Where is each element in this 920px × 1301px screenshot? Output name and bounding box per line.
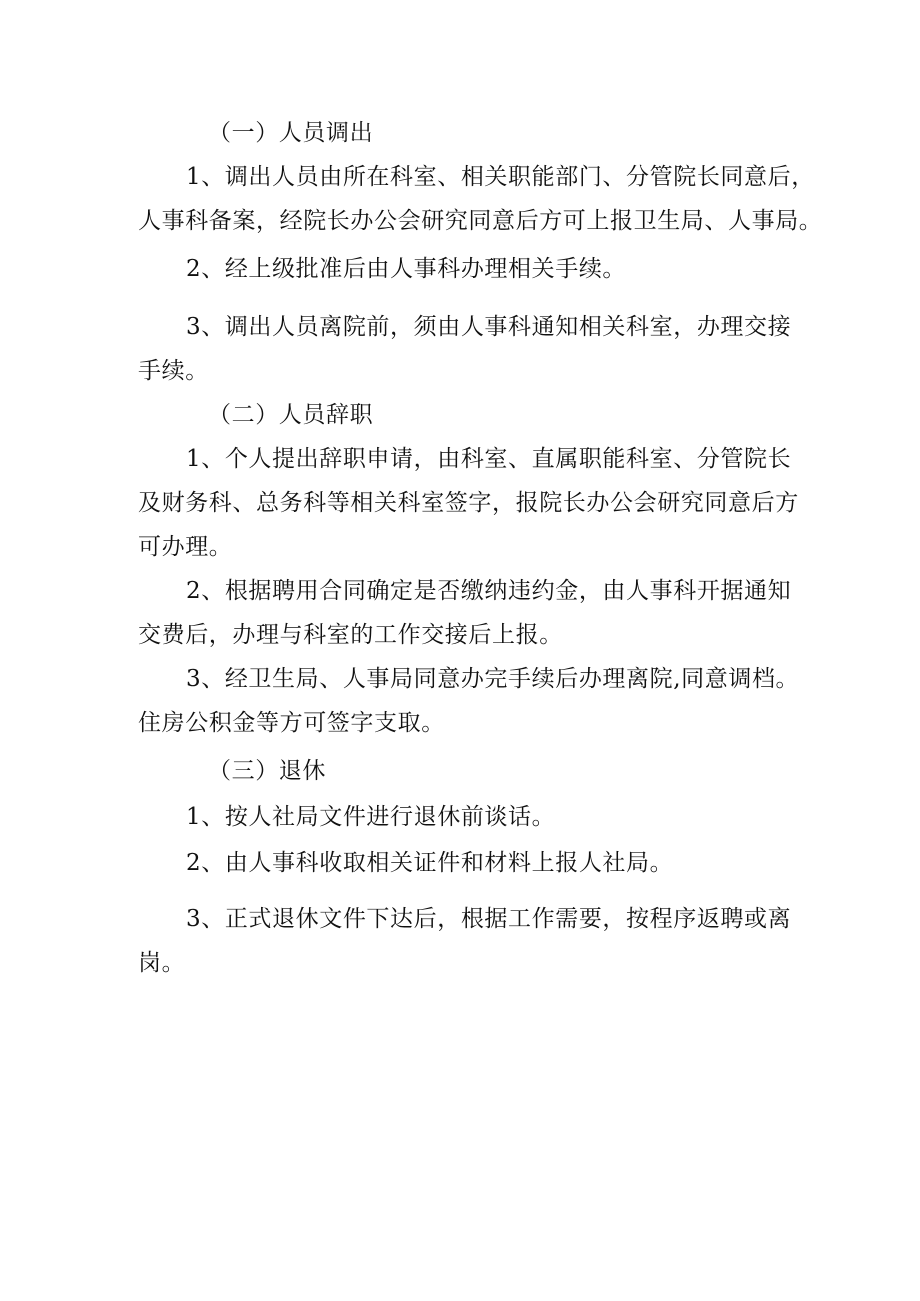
resignation-item-1-line-2: 及财务科、总务科等相关科室签字，报院长办公会研究同意后方	[138, 490, 799, 516]
transfer-out-item-1-line-1: 1、调出人员由所在科室、相关职能部门、分管院长同意后，	[186, 164, 815, 190]
transfer-out-item-3-line-2: 手续。	[138, 358, 209, 384]
resignation-item-3-line-2: 住房公积金等方可签字支取。	[138, 710, 445, 736]
transfer-out-item-1-line-2: 人事科备案，经院长办公会研究同意后方可上报卫生局、人事局。	[138, 208, 823, 234]
transfer-out-item-3-line-1: 3、调出人员离院前，须由人事科通知相关科室，办理交接	[186, 314, 792, 340]
transfer-out-item-2: 2、经上级批准后由人事科办理相关手续。	[186, 256, 627, 282]
retirement-item-2: 2、由人事科收取相关证件和材料上报人社局。	[186, 850, 674, 876]
retirement-item-3-line-2: 岗。	[138, 950, 186, 976]
resignation-item-3-line-1: 3、经卫生局、人事局同意办完手续后办理离院,同意调档。	[186, 666, 800, 692]
section-heading-resignation: （二）人员辞职	[208, 402, 374, 428]
resignation-item-1-line-3: 可办理。	[138, 534, 233, 560]
section-heading-transfer-out: （一）人员调出	[208, 120, 374, 146]
resignation-item-2-line-2: 交费后，办理与科室的工作交接后上报。	[138, 622, 563, 648]
section-heading-retirement: （三）退休	[208, 758, 326, 784]
resignation-item-2-line-1: 2、根据聘用合同确定是否缴纳违约金，由人事科开据通知	[186, 578, 792, 604]
retirement-item-1: 1、按人社局文件进行退休前谈话。	[186, 804, 556, 830]
resignation-item-1-line-1: 1、个人提出辞职申请，由科室、直属职能科室、分管院长	[186, 446, 792, 472]
retirement-item-3-line-1: 3、正式退休文件下达后，根据工作需要，按程序返聘或离	[186, 906, 792, 932]
